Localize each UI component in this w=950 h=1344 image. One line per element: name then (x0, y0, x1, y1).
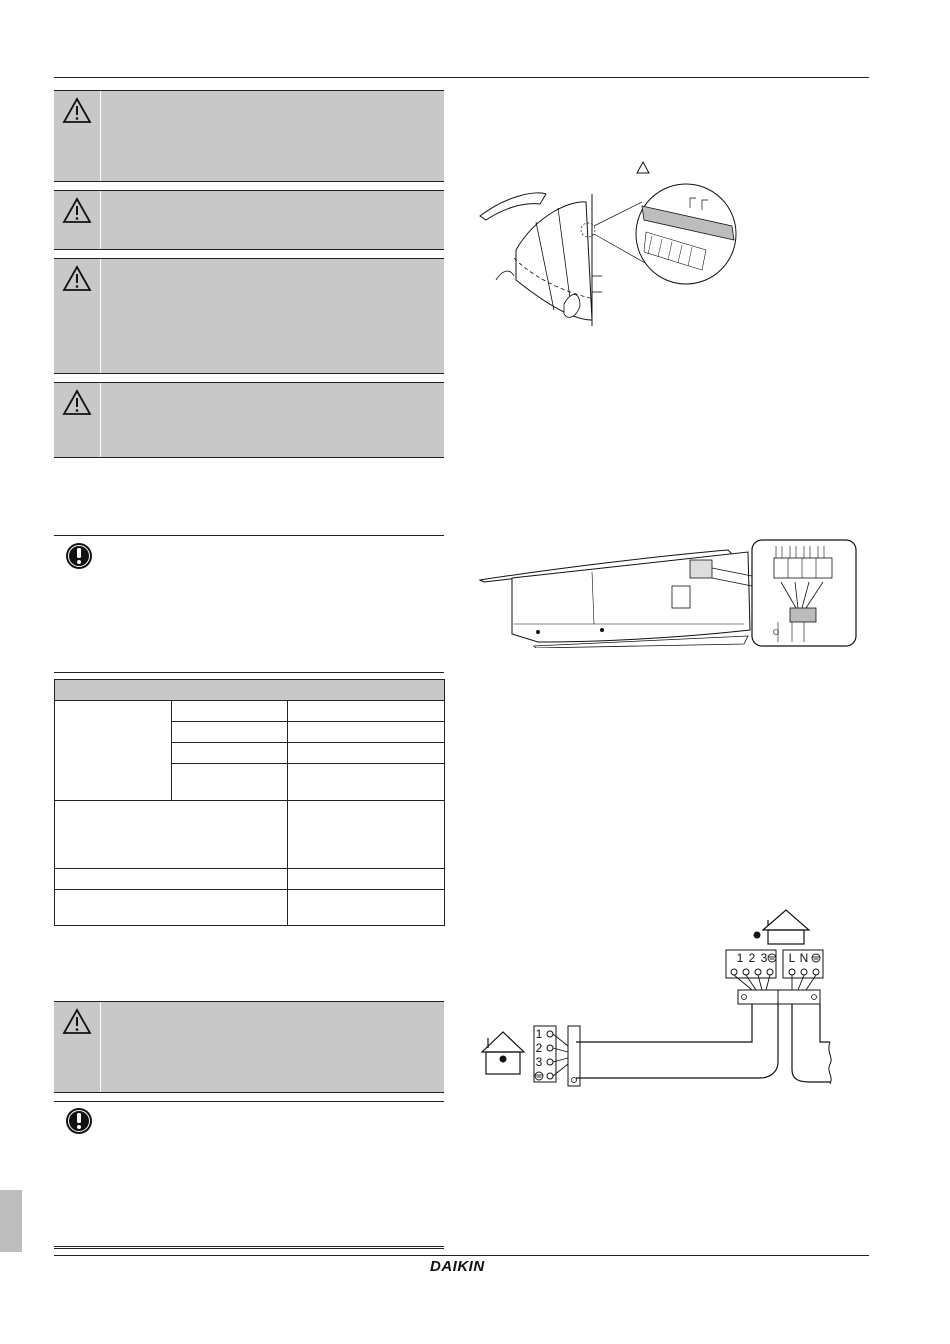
table-header-row (55, 680, 445, 701)
terminal-label: 3 (535, 1055, 543, 1069)
triangle-marker-icon (636, 161, 650, 174)
ground-icon (535, 1072, 543, 1080)
warning-box-2 (54, 190, 444, 250)
front-panel-figure (476, 180, 746, 330)
terminal-label: 1 (736, 951, 744, 965)
exclamation-circle-icon (64, 541, 94, 571)
wiring-diagram (476, 902, 840, 1092)
warning-box-3 (54, 258, 444, 374)
warning-triangle-icon (62, 197, 92, 225)
terminal-label: N (799, 951, 809, 965)
table-row (55, 701, 445, 722)
warning-box-4 (54, 382, 444, 458)
notice-box-2 (54, 1101, 444, 1247)
exclamation-circle-icon (64, 1106, 94, 1136)
terminal-label: 2 (748, 951, 756, 965)
terminal-block-figure (478, 538, 860, 648)
header-rule (54, 77, 869, 78)
terminal-label: L (788, 951, 796, 965)
terminal-label: 2 (535, 1041, 543, 1055)
table-row (55, 890, 445, 926)
table-top-rule (54, 672, 444, 673)
warning-triangle-icon (62, 97, 92, 125)
warning-box-1 (54, 90, 444, 182)
section-side-tab (0, 1190, 22, 1252)
outdoor-house-icon (754, 910, 810, 944)
warning-triangle-icon (62, 1008, 92, 1036)
notice-box-1 (54, 535, 444, 647)
terminal-label: 3 (760, 951, 768, 965)
footer-rule (54, 1255, 869, 1256)
terminal-label: 1 (535, 1027, 543, 1041)
left-column-bottom-rule (54, 1248, 444, 1249)
table-row (55, 869, 445, 890)
daikin-logo: DAIKIN (430, 1258, 485, 1275)
warning-box-5 (54, 1001, 444, 1093)
indoor-house-icon (482, 1032, 524, 1074)
table-row (55, 801, 445, 869)
warning-triangle-icon (62, 389, 92, 417)
spec-table (54, 679, 445, 926)
warning-triangle-icon (62, 265, 92, 293)
